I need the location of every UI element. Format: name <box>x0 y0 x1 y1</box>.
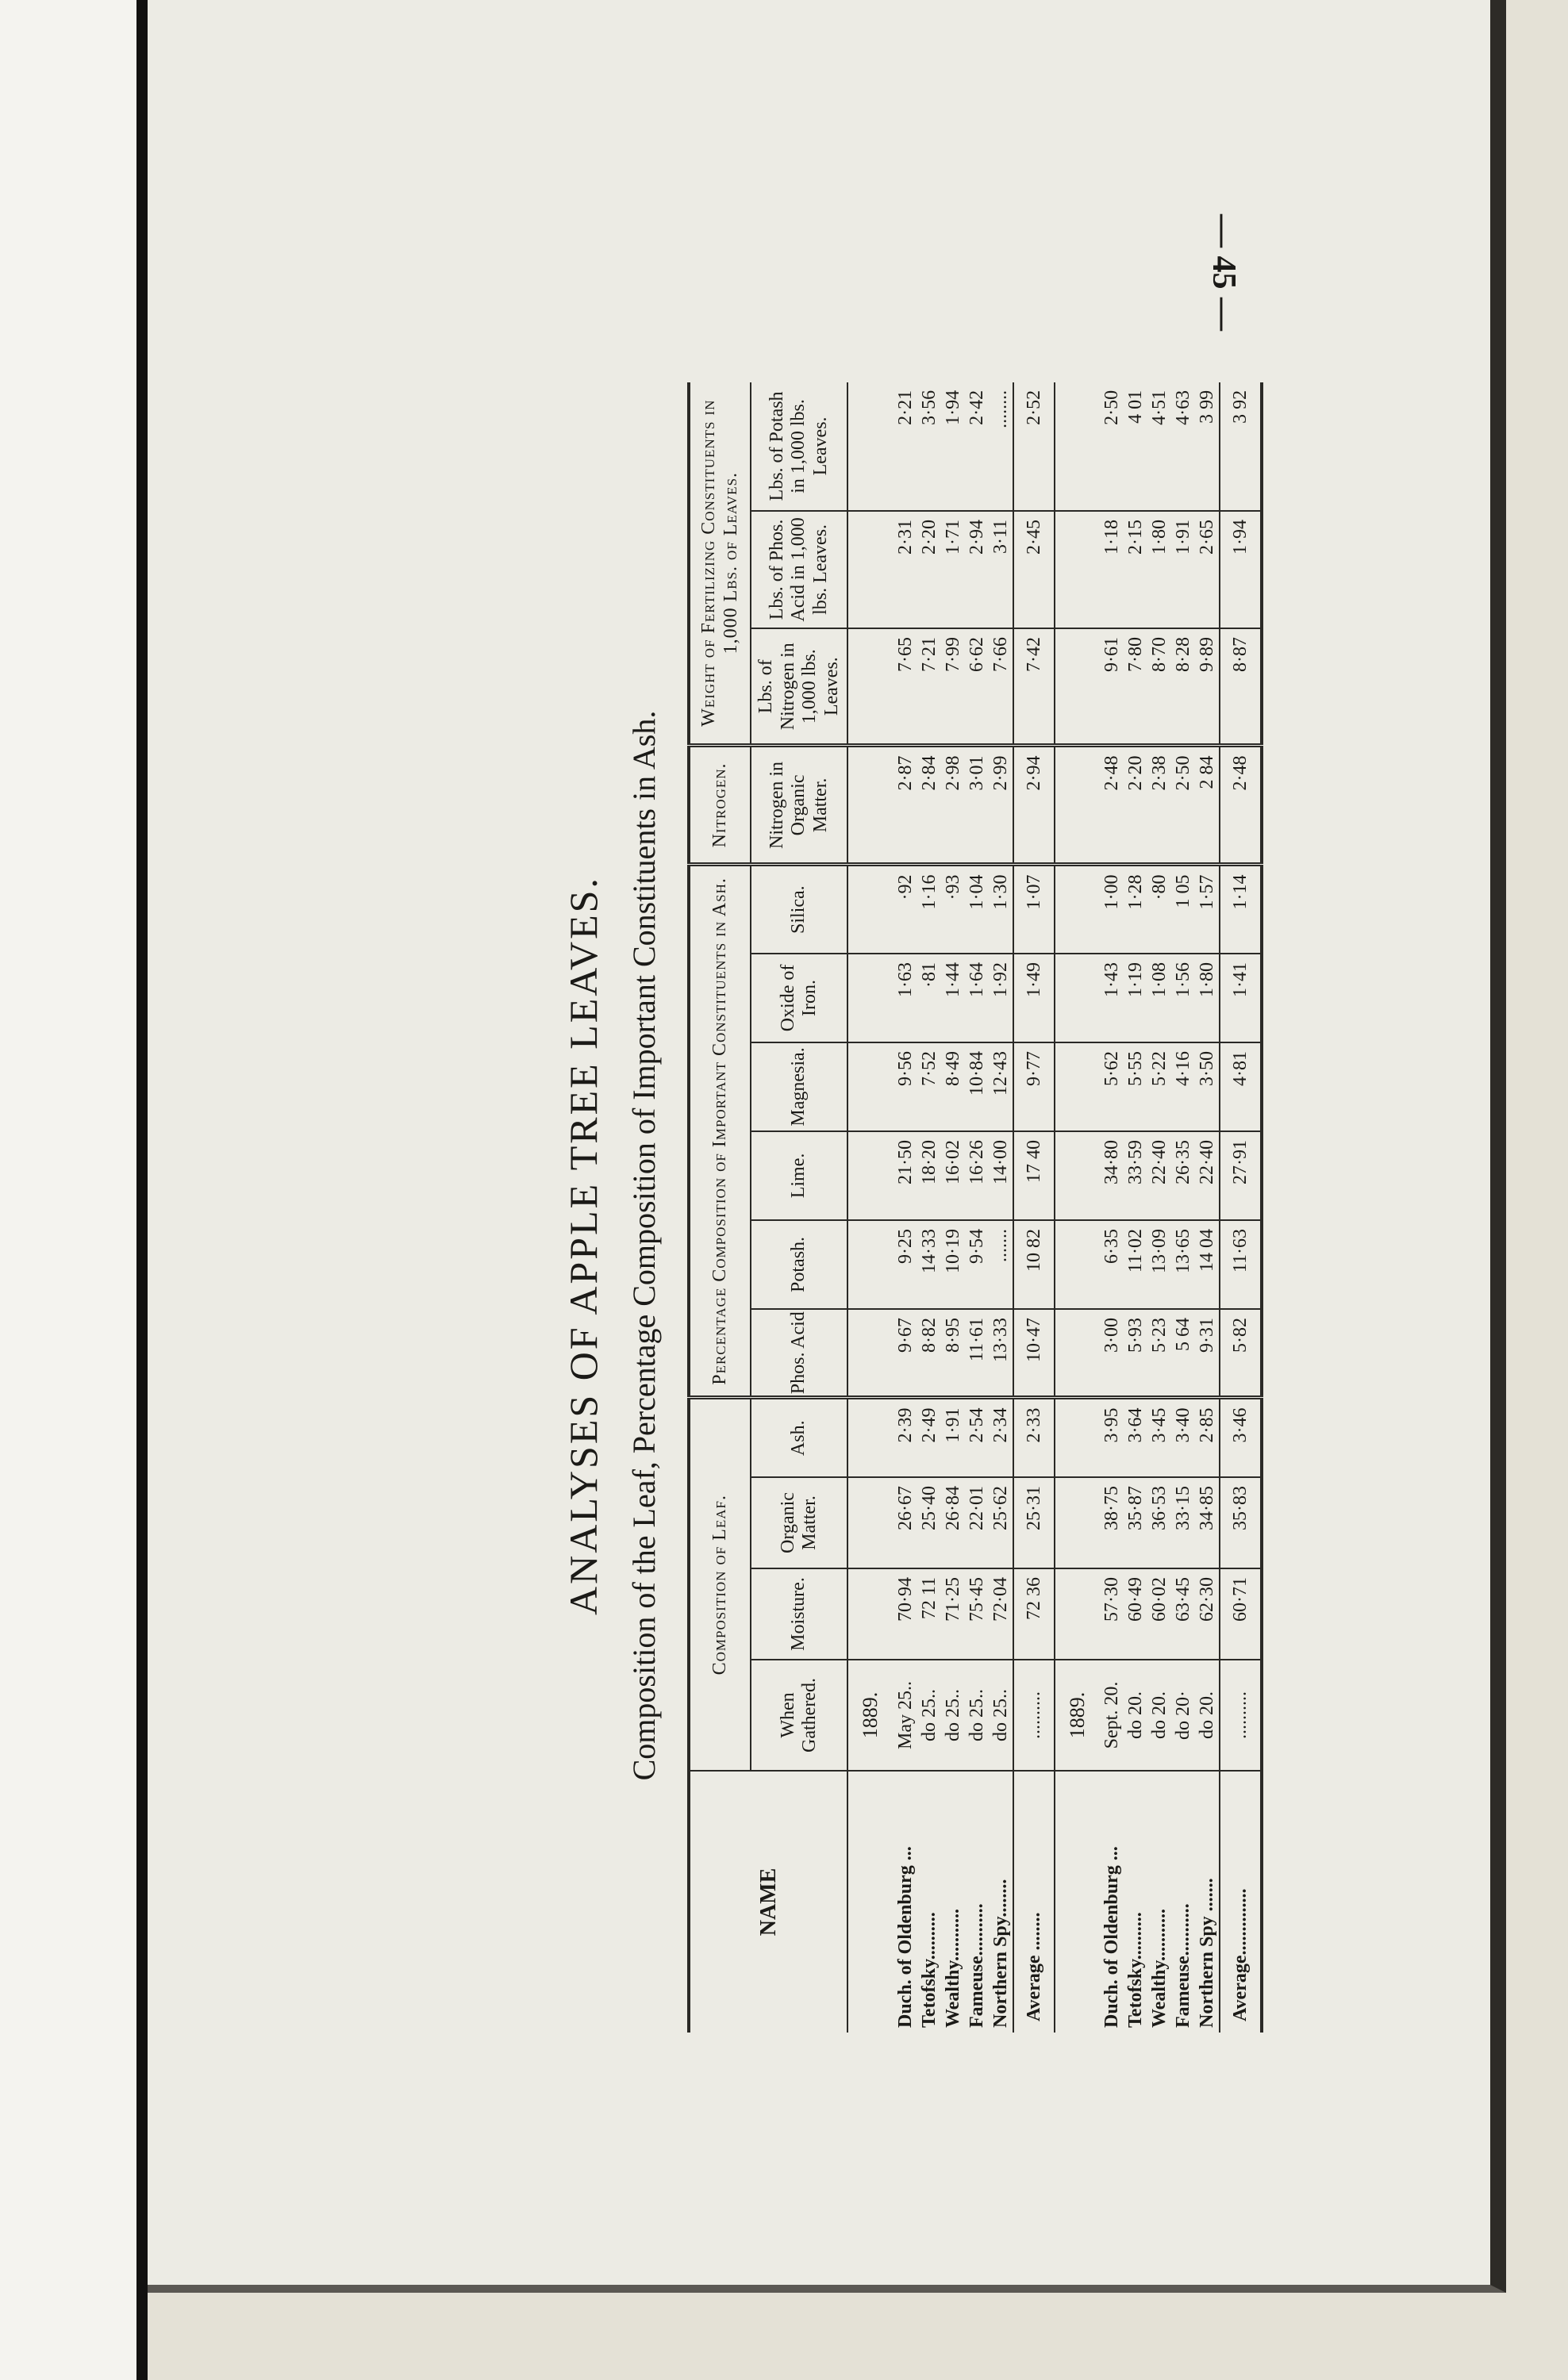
potash: 14·33 <box>917 1220 941 1309</box>
organic-matter: 25·62 <box>989 1477 1013 1568</box>
nitrogen-organic: 2·87 <box>894 746 917 865</box>
header-group-ash: Percentage Composition of Important Constituents in Ash. <box>689 865 751 1398</box>
header-lbs-potash: Lbs. of Potash in 1,000 lbs. Leaves. <box>751 382 847 511</box>
phos-acid: 5·93 <box>1124 1309 1147 1398</box>
when-gathered: do 25.. <box>917 1660 941 1771</box>
nitrogen-organic: 2 84 <box>1195 746 1220 865</box>
oxide-iron: 1·43 <box>1100 954 1124 1042</box>
table-row <box>1195 382 1220 2033</box>
phos-acid: 3·00 <box>1100 1309 1124 1398</box>
magnesia: 9·56 <box>894 1042 917 1131</box>
header-magnesia: Magnesia. <box>751 1042 847 1131</box>
oxide-iron: 1·80 <box>1195 954 1220 1042</box>
lime: 16·02 <box>941 1131 965 1220</box>
oxide-iron: ·81 <box>917 954 941 1042</box>
oxide-iron: 1·08 <box>1147 954 1171 1042</box>
moisture: 60·71 <box>1220 1568 1262 1660</box>
lime: 17 40 <box>1013 1131 1055 1220</box>
average-label: Average.............. <box>1220 1771 1262 2033</box>
nitrogen-organic: 2·94 <box>1013 746 1055 865</box>
when-gathered: do 20. <box>1195 1660 1220 1771</box>
ash: 2·54 <box>965 1398 989 1477</box>
header-group-leaf: Composition of Leaf. <box>689 1398 751 1771</box>
lime: 22·40 <box>1147 1131 1171 1220</box>
nitrogen-organic: 2·48 <box>1100 746 1124 865</box>
magnesia: 3·50 <box>1195 1042 1220 1131</box>
phos-acid: 10·47 <box>1013 1309 1055 1398</box>
lbs-nitrogen: 7·80 <box>1124 628 1147 746</box>
silica: 1·30 <box>989 865 1013 954</box>
header-group-nitrogen: Nitrogen. <box>689 746 751 865</box>
phos-acid: 8·95 <box>941 1309 965 1398</box>
when-gathered: do 20. <box>1147 1660 1171 1771</box>
variety-name: Wealthy........... <box>1149 1908 1170 2028</box>
potash: ....... <box>989 1220 1013 1309</box>
lime: 34·80 <box>1100 1131 1124 1220</box>
silica: 1·57 <box>1195 865 1220 954</box>
moisture: 71·25 <box>941 1568 965 1660</box>
lbs-nitrogen: 8·70 <box>1147 628 1171 746</box>
phos-acid: 8·82 <box>917 1309 941 1398</box>
lbs-potash: ........ <box>989 382 1013 511</box>
lbs-potash: 2·52 <box>1013 382 1055 511</box>
nitrogen-organic: 2·20 <box>1124 746 1147 865</box>
ash: 2·34 <box>989 1398 1013 1477</box>
variety-name: Tetofsky.......... <box>1125 1912 1147 2028</box>
ash: 2·33 <box>1013 1398 1055 1477</box>
lbs-nitrogen: 9·89 <box>1195 628 1220 746</box>
variety-name: Wealthy........... <box>942 1908 963 2028</box>
moisture: 72 11 <box>917 1568 941 1660</box>
header-nitrogen-organic: Nitrogen in Organic Matter. <box>751 746 847 865</box>
ash: 1·91 <box>941 1398 965 1477</box>
lbs-potash: 2·50 <box>1100 382 1124 511</box>
lime: 33·59 <box>1124 1131 1147 1220</box>
magnesia: 5·62 <box>1100 1042 1124 1131</box>
year-row <box>847 382 894 2033</box>
potash: 14 04 <box>1195 1220 1220 1309</box>
lbs-phos: 1·18 <box>1100 511 1124 628</box>
lbs-nitrogen: 7·66 <box>989 628 1013 746</box>
year-row <box>1055 382 1101 2033</box>
average-row <box>1220 382 1262 2033</box>
phos-acid: 5·82 <box>1220 1309 1262 1398</box>
phos-acid: 5 64 <box>1171 1309 1195 1398</box>
magnesia: 4·16 <box>1171 1042 1195 1131</box>
oxide-iron: 1·63 <box>894 954 917 1042</box>
nitrogen-organic: 2·38 <box>1147 746 1171 865</box>
lbs-potash: 3·56 <box>917 382 941 511</box>
oxide-iron: 1·64 <box>965 954 989 1042</box>
organic-matter: 25·31 <box>1013 1477 1055 1568</box>
lbs-nitrogen: 6·62 <box>965 628 989 746</box>
left-page-margin <box>0 0 136 2380</box>
organic-matter: 34·85 <box>1195 1477 1220 1568</box>
ash: 3·40 <box>1171 1398 1195 1477</box>
moisture: 62·30 <box>1195 1568 1220 1660</box>
oxide-iron: 1·41 <box>1220 954 1262 1042</box>
nitrogen-organic: 2·84 <box>917 746 941 865</box>
oxide-iron: 1·92 <box>989 954 1013 1042</box>
when-gathered: do 20. <box>1124 1660 1147 1771</box>
magnesia: 8·49 <box>941 1042 965 1131</box>
silica: 1·00 <box>1100 865 1124 954</box>
analysis-table-container <box>687 390 1263 2033</box>
magnesia: 5·55 <box>1124 1042 1147 1131</box>
variety-name: Northern Spy........ <box>990 1879 1011 2028</box>
lbs-potash: 2·42 <box>965 382 989 511</box>
lbs-nitrogen: 8·28 <box>1171 628 1195 746</box>
lbs-nitrogen: 8·87 <box>1220 628 1262 746</box>
lbs-phos: 3·11 <box>989 511 1013 628</box>
lbs-phos: 2·15 <box>1124 511 1147 628</box>
book-binding <box>136 0 148 2380</box>
organic-matter: 35·83 <box>1220 1477 1262 1568</box>
table-row <box>894 382 917 2033</box>
potash: 13·09 <box>1147 1220 1171 1309</box>
lime: 21·50 <box>894 1131 917 1220</box>
lbs-potash: 4·63 <box>1171 382 1195 511</box>
table-row <box>1147 382 1171 2033</box>
lbs-nitrogen: 7·65 <box>894 628 917 746</box>
oxide-iron: 1·19 <box>1124 954 1147 1042</box>
magnesia: 12·43 <box>989 1042 1013 1131</box>
header-lbs-nitrogen: Lbs. of Nitrogen in 1,000 lbs. Leaves. <box>751 628 847 746</box>
when-gathered: do 25.. <box>989 1660 1013 1771</box>
organic-matter: 26·67 <box>894 1477 917 1568</box>
phos-acid: 13·33 <box>989 1309 1013 1398</box>
phos-acid: 9·31 <box>1195 1309 1220 1398</box>
lime: 22·40 <box>1195 1131 1220 1220</box>
table-row <box>989 382 1013 2033</box>
moisture: 72·04 <box>989 1568 1013 1660</box>
lbs-potash: 1·94 <box>941 382 965 511</box>
silica: 1·28 <box>1124 865 1147 954</box>
lbs-phos: 1·71 <box>941 511 965 628</box>
when-gathered: May 25.. <box>894 1660 917 1771</box>
potash: 9·25 <box>894 1220 917 1309</box>
ash: 2·49 <box>917 1398 941 1477</box>
organic-matter: 26·84 <box>941 1477 965 1568</box>
nitrogen-organic: 2·98 <box>941 746 965 865</box>
silica: ·92 <box>894 865 917 954</box>
moisture: 75·45 <box>965 1568 989 1660</box>
lime: 14·00 <box>989 1131 1013 1220</box>
page-number: — 45 — <box>1205 214 1242 331</box>
silica: 1·07 <box>1013 865 1055 954</box>
lime: 27·91 <box>1220 1131 1262 1220</box>
lbs-phos: 1·91 <box>1171 511 1195 628</box>
moisture: 60·02 <box>1147 1568 1171 1660</box>
lbs-potash: 3 99 <box>1195 382 1220 511</box>
page-subtitle: Composition of the Leaf, Percentage Composition of Important Constituents in Ash. <box>626 710 662 1781</box>
silica: 1·14 <box>1220 865 1262 954</box>
silica: 1·16 <box>917 865 941 954</box>
lime: 26·35 <box>1171 1131 1195 1220</box>
lbs-potash: 3 92 <box>1220 382 1262 511</box>
lbs-potash: 2·21 <box>894 382 917 511</box>
lbs-phos: 2·31 <box>894 511 917 628</box>
phos-acid: 5·23 <box>1147 1309 1171 1398</box>
magnesia: 4·81 <box>1220 1042 1262 1131</box>
lbs-potash: 4·51 <box>1147 382 1171 511</box>
when-gathered: do 20· <box>1171 1660 1195 1771</box>
organic-matter: 36·53 <box>1147 1477 1171 1568</box>
when-gathered: Sept. 20. <box>1100 1660 1124 1771</box>
header-phos-acid: Phos. Acid <box>751 1309 847 1398</box>
moisture: 72 36 <box>1013 1568 1055 1660</box>
silica: ·93 <box>941 865 965 954</box>
header-silica: Silica. <box>751 865 847 954</box>
table-row <box>1171 382 1195 2033</box>
silica: 1 05 <box>1171 865 1195 954</box>
phos-acid: 9·67 <box>894 1309 917 1398</box>
lime: 18·20 <box>917 1131 941 1220</box>
year-label: 1889. <box>847 1660 894 1771</box>
header-ash: Ash. <box>751 1398 847 1477</box>
magnesia: 5·22 <box>1147 1042 1171 1131</box>
nitrogen-organic: 2·50 <box>1171 746 1195 865</box>
phos-acid: 11·61 <box>965 1309 989 1398</box>
header-when-gathered: When Gathered. <box>751 1660 847 1771</box>
variety-name: Tetofsky.......... <box>918 1912 940 2028</box>
ash: 2·85 <box>1195 1398 1220 1477</box>
lbs-phos: 1·94 <box>1220 511 1262 628</box>
potash: 11·02 <box>1124 1220 1147 1309</box>
header-lbs-phos: Lbs. of Phos. Acid in 1,000 lbs. Leaves. <box>751 511 847 628</box>
silica: 1·04 <box>965 865 989 954</box>
magnesia: 7·52 <box>917 1042 941 1131</box>
header-organic-matter: Organic Matter. <box>751 1477 847 1568</box>
potash: 13·65 <box>1171 1220 1195 1309</box>
ash: 3·64 <box>1124 1398 1147 1477</box>
variety-name: Duch. of Oldenburg ... <box>1101 1846 1123 2028</box>
lbs-phos: 2·20 <box>917 511 941 628</box>
ash: 3·45 <box>1147 1398 1171 1477</box>
variety-name: Fameuse........... <box>966 1903 987 2028</box>
nitrogen-organic: 2·99 <box>989 746 1013 865</box>
organic-matter: 38·75 <box>1100 1477 1124 1568</box>
potash: 10 82 <box>1013 1220 1055 1309</box>
when-gathered: do 25.. <box>965 1660 989 1771</box>
header-lime: Lime. <box>751 1131 847 1220</box>
lbs-phos: 2·65 <box>1195 511 1220 628</box>
header-group-weight: Weight of Fertilizing Constituents in 1,000 Lbs. of Leaves. <box>689 382 751 746</box>
analysis-table <box>687 382 1263 2033</box>
average-label: Average ........ <box>1013 1771 1055 2033</box>
when-gathered: .......... <box>1013 1660 1055 1771</box>
header-moisture: Moisture. <box>751 1568 847 1660</box>
when-gathered: do 25.. <box>941 1660 965 1771</box>
table-row <box>1100 382 1124 2033</box>
magnesia: 9·77 <box>1013 1042 1055 1131</box>
oxide-iron: 1·44 <box>941 954 965 1042</box>
variety-name: Duch. of Oldenburg ... <box>894 1846 916 2028</box>
ash: 2·39 <box>894 1398 917 1477</box>
lime: 16·26 <box>965 1131 989 1220</box>
nitrogen-organic: 3·01 <box>965 746 989 865</box>
moisture: 63·45 <box>1171 1568 1195 1660</box>
oxide-iron: 1·56 <box>1171 954 1195 1042</box>
header-name: NAME <box>689 1771 847 2033</box>
organic-matter: 25·40 <box>917 1477 941 1568</box>
lbs-nitrogen: 7·42 <box>1013 628 1055 746</box>
year-label: 1889. <box>1055 1660 1101 1771</box>
table-row <box>941 382 965 2033</box>
average-row <box>1013 382 1055 2033</box>
magnesia: 10·84 <box>965 1042 989 1131</box>
potash: 10·19 <box>941 1220 965 1309</box>
lbs-potash: 4 01 <box>1124 382 1147 511</box>
table-row <box>965 382 989 2033</box>
organic-matter: 33·15 <box>1171 1477 1195 1568</box>
group-header-row <box>689 382 751 2033</box>
lbs-nitrogen: 9·61 <box>1100 628 1124 746</box>
organic-matter: 35·87 <box>1124 1477 1147 1568</box>
nitrogen-organic: 2·48 <box>1220 746 1262 865</box>
table-row <box>917 382 941 2033</box>
potash: 6·35 <box>1100 1220 1124 1309</box>
document-page <box>148 0 1506 2293</box>
ash: 3·95 <box>1100 1398 1124 1477</box>
potash: 11·63 <box>1220 1220 1262 1309</box>
organic-matter: 22·01 <box>965 1477 989 1568</box>
moisture: 70·94 <box>894 1568 917 1660</box>
potash: 9·54 <box>965 1220 989 1309</box>
lbs-nitrogen: 7·99 <box>941 628 965 746</box>
lbs-phos: 2·45 <box>1013 511 1055 628</box>
oxide-iron: 1·49 <box>1013 954 1055 1042</box>
lbs-nitrogen: 7·21 <box>917 628 941 746</box>
lbs-phos: 1·80 <box>1147 511 1171 628</box>
moisture: 60·49 <box>1124 1568 1147 1660</box>
header-oxide-iron: Oxide of Iron. <box>751 954 847 1042</box>
when-gathered: .......... <box>1220 1660 1262 1771</box>
header-potash: Potash. <box>751 1220 847 1309</box>
table-row <box>1124 382 1147 2033</box>
moisture: 57·30 <box>1100 1568 1124 1660</box>
variety-name: Northern Spy ....... <box>1197 1878 1218 2028</box>
rotated-content <box>552 390 1449 2079</box>
silica: ·80 <box>1147 865 1171 954</box>
variety-name: Fameuse........... <box>1173 1903 1194 2028</box>
page-title: ANALYSES OF APPLE TREE LEAVES. <box>561 876 605 1615</box>
lbs-phos: 2·94 <box>965 511 989 628</box>
ash: 3·46 <box>1220 1398 1262 1477</box>
